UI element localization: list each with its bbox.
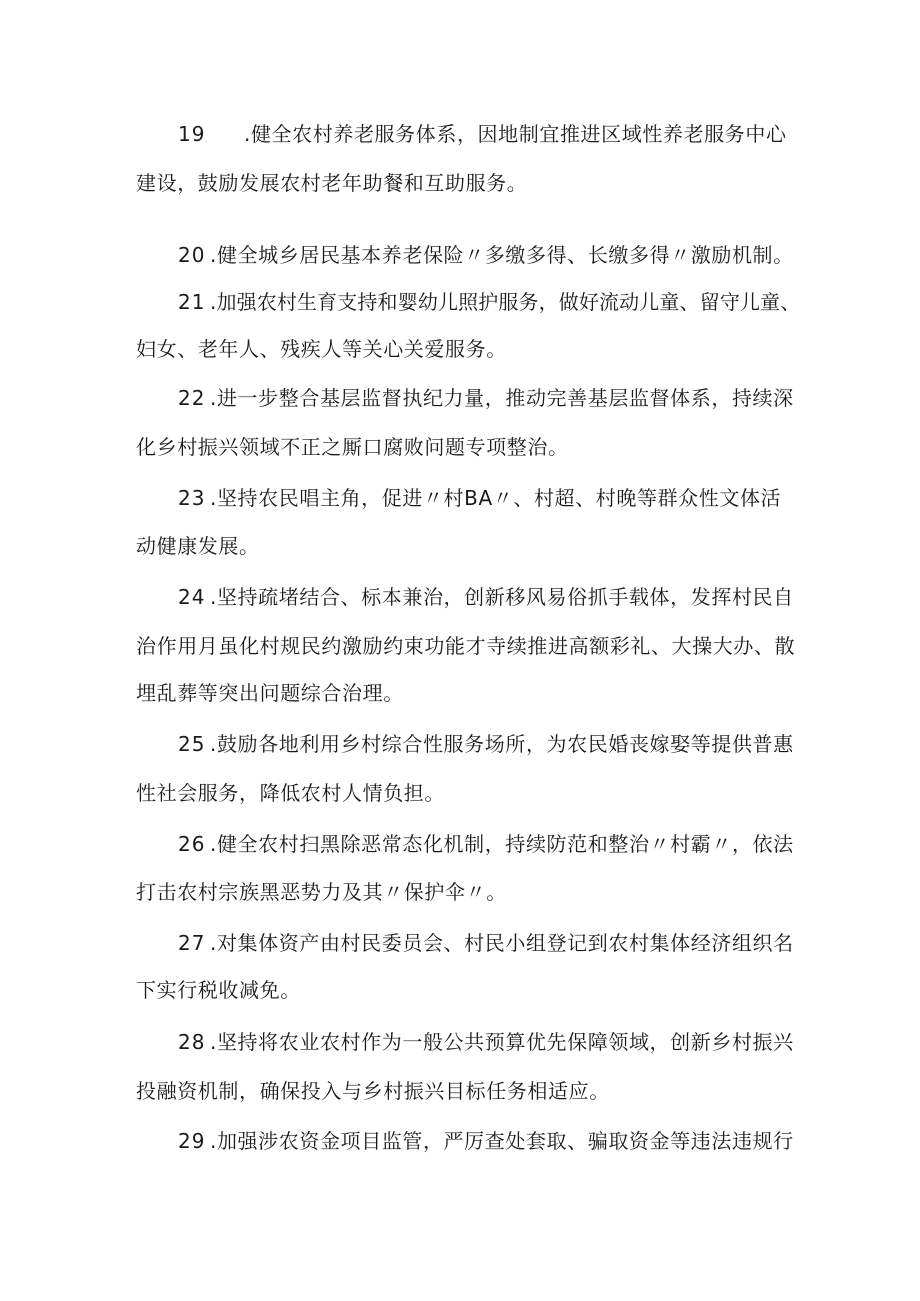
item-number: 20 <box>178 243 206 267</box>
list-item-24-line-3 <box>0 677 920 709</box>
list-item-22-line-2 <box>0 431 920 463</box>
list-item-21-line-2 <box>0 333 920 365</box>
item-text: .健全农村扫黑除恶常态化机制，持续防范和整治〃村霸〃，依法 <box>210 832 794 856</box>
item-text: 动健康发展。 <box>136 534 260 558</box>
list-item-28-line-1 <box>0 1026 920 1058</box>
item-number: 22 <box>178 386 206 410</box>
list-item-25-line-1 <box>0 728 920 760</box>
item-text: .进一步整合基层监督执纪力量，推动完善基层监督体系，持续深 <box>210 386 794 410</box>
list-item-24-line-1 <box>0 581 920 613</box>
item-number: 24 <box>178 585 206 609</box>
item-text: .健全城乡居民基本养老保险〃多缴多得、长缴多得〃激励机制。 <box>210 243 794 267</box>
list-item-20-line-1 <box>0 239 920 271</box>
list-item-23-line-2 <box>0 530 920 562</box>
list-item-26-line-2 <box>0 876 920 908</box>
item-text: 性社会服务，降低农村人情负担。 <box>136 781 445 805</box>
list-item-27-line-2 <box>0 974 920 1006</box>
item-text: 建设，鼓励发展农村老年助餐和互助服务。 <box>136 171 528 195</box>
list-item-26-line-1 <box>0 828 920 860</box>
item-number: 28 <box>178 1030 206 1054</box>
list-item-28-line-2 <box>0 1075 920 1107</box>
item-text: .健全农村养老服务体系，因地制宜推进区域性养老服务中心 <box>244 122 787 146</box>
item-text: .对集体资产由村民委员会、村民小组登记到农村集体经济组织名 <box>210 931 794 955</box>
item-number: 23 <box>178 486 206 510</box>
item-text: .加强涉农资金项目监管，严厉查处套取、骗取资金等违法违规行 <box>210 1129 794 1153</box>
list-item-19-line-1 <box>0 118 920 150</box>
item-text: .坚持疏堵结合、标本兼治，创新移风易俗抓手载体，发挥村民自 <box>210 585 794 609</box>
item-text: 化乡村振兴领域不正之厮口腐败问题专项整治。 <box>136 435 569 459</box>
item-text: 治作用月虽化村规民约激励约束功能才寺续推进高额彩礼、大操大办、散 <box>136 634 796 658</box>
item-text: 埋乱葬等突出问题综合治理。 <box>136 681 404 705</box>
list-item-27-line-1 <box>0 927 920 959</box>
item-text: .坚持将农业农村作为一般公共预算优先保障领域，创新乡村振兴 <box>210 1030 794 1054</box>
item-text: .坚持农民唱主角，促进〃村BA〃、村超、村晚等群众性文体活 <box>210 486 782 510</box>
item-text: .鼓励各地利用乡村综合性服务场所，为农民婚丧嫁娶等提供普惠 <box>210 732 794 756</box>
list-item-24-line-2 <box>0 630 920 662</box>
list-item-21-line-1 <box>0 286 920 318</box>
item-text: 投融资机制，确保投入与乡村振兴目标任务相适应。 <box>136 1079 610 1103</box>
list-item-22-line-1 <box>0 382 920 414</box>
item-number: 21 <box>178 290 206 314</box>
item-number: 29 <box>178 1129 206 1153</box>
item-text: 打击农村宗族黑恶势力及其〃保护伞〃。 <box>136 880 507 904</box>
list-item-29-line-1 <box>0 1125 920 1157</box>
item-number: 19 <box>178 122 206 146</box>
item-number: 27 <box>178 931 206 955</box>
list-item-23-line-1 <box>0 482 920 514</box>
item-text: 下实行税收减免。 <box>136 978 301 1002</box>
item-number: 25 <box>178 732 206 756</box>
list-item-25-line-2 <box>0 777 920 809</box>
item-text: 妇女、老年人、残疾人等关心关爱服务。 <box>136 337 507 361</box>
list-item-19-line-2 <box>0 167 920 199</box>
item-text: .加强农村生育支持和婴幼儿照护服务，做好流动儿童、留守儿童、 <box>210 290 801 314</box>
item-number: 26 <box>178 832 206 856</box>
